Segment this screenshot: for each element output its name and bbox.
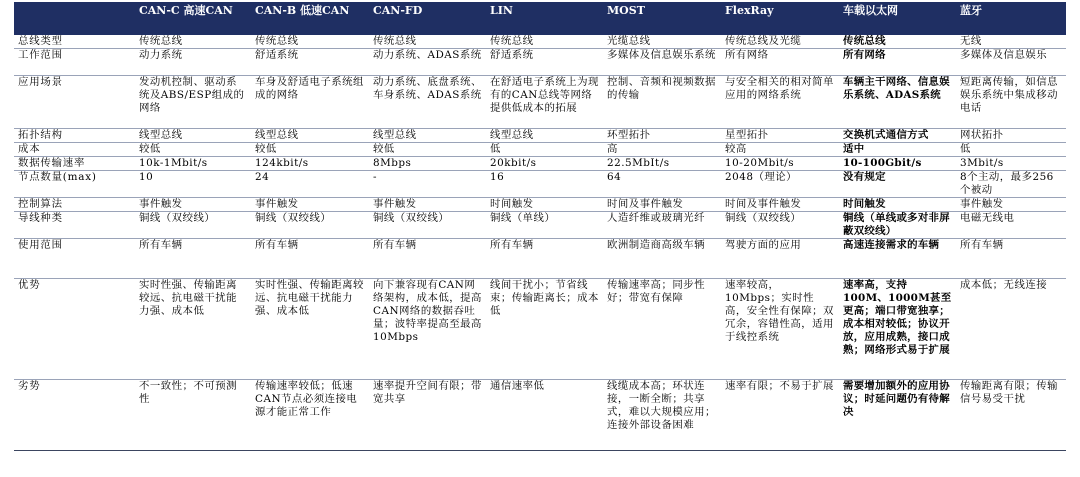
table-cell: 2048（理论） [721, 171, 839, 198]
table-cell: - [369, 171, 486, 198]
table-cell: 低 [956, 143, 1066, 157]
table-cell: 线缆成本高；环状连接，一断全断；共享式，难以大规模应用；连接外部设备困难 [603, 380, 721, 451]
table-cell: 速率提升空间有限；带宽共享 [369, 380, 486, 451]
table-cell: 欧洲制造商高级车辆 [603, 239, 721, 279]
table-cell: 人造纤维或玻璃光纤 [603, 212, 721, 239]
table-cell: 铜线（单线） [486, 212, 603, 239]
table-cell: 环型拓扑 [603, 129, 721, 143]
table-cell: 16 [486, 171, 603, 198]
header-cell [14, 2, 135, 35]
table-cell: 与安全相关的相对简单应用的网络系统 [721, 76, 839, 129]
table-cell: 铜线（双绞线） [251, 212, 369, 239]
table-cell: 动力系统、ADAS系统 [369, 49, 486, 76]
row-label: 控制算法 [14, 198, 135, 212]
table-row [14, 143, 1066, 157]
table-row [14, 380, 1066, 451]
table-cell: 速率有限；不易于扩展 [721, 380, 839, 451]
table-cell: 铜线（双绞线） [721, 212, 839, 239]
table-row [14, 35, 1066, 49]
table-cell: 10-20Mbit/s [721, 157, 839, 171]
table-cell: 线型总线 [369, 129, 486, 143]
table-cell: 高 [603, 143, 721, 157]
table-cell: 124kbit/s [251, 157, 369, 171]
table-cell: 3Mbit/s [956, 157, 1066, 171]
table-cell: 网状拓扑 [956, 129, 1066, 143]
table-cell: 传输速率高；同步性好；带宽有保障 [603, 279, 721, 380]
table-cell: 传统总线 [135, 35, 251, 49]
table-cell: 时间及事件触发 [603, 198, 721, 212]
table-cell: 20kbit/s [486, 157, 603, 171]
row-label: 使用范围 [14, 239, 135, 279]
table-cell: 所有车辆 [956, 239, 1066, 279]
table-row [14, 239, 1066, 279]
table-cell: 事件触发 [251, 198, 369, 212]
table-cell: 舒适系统 [251, 49, 369, 76]
table-cell: 多媒体及信息娱乐系统 [603, 49, 721, 76]
table-cell: 传输距离有限；传输信号易受干扰 [956, 380, 1066, 451]
table-cell: 低 [486, 143, 603, 157]
table-cell: 传输速率较低；低速CAN节点必须连接电源才能正常工作 [251, 380, 369, 451]
table-cell: 无线 [956, 35, 1066, 49]
table-cell: 64 [603, 171, 721, 198]
table-row [14, 279, 1066, 380]
table-cell: 事件触发 [135, 198, 251, 212]
table-cell: 没有规定 [839, 171, 956, 198]
table-cell: 发动机控制、驱动系统及ABS/ESP组成的网络 [135, 76, 251, 129]
header-cell: MOST [603, 2, 721, 35]
table-cell: 实时性强、传输距离较远、抗电磁干扰能力强、成本低 [135, 279, 251, 380]
row-label: 应用场景 [14, 76, 135, 129]
table-cell: 传统总线及光缆 [721, 35, 839, 49]
table-cell: 在舒适电子系统上为现有的CAN总线等网络提供低成本的拓展 [486, 76, 603, 129]
table-cell: 适中 [839, 143, 956, 157]
table-row [14, 129, 1066, 143]
row-label: 劣势 [14, 380, 135, 451]
row-label: 总线类型 [14, 35, 135, 49]
table-cell: 较高 [721, 143, 839, 157]
table-cell: 所有车辆 [251, 239, 369, 279]
table-cell: 8个主动，最多256个被动 [956, 171, 1066, 198]
row-label: 成本 [14, 143, 135, 157]
table-cell: 传统总线 [251, 35, 369, 49]
table-cell: 时间触发 [839, 198, 956, 212]
table-cell: 铜线（双绞线） [135, 212, 251, 239]
table-cell: 较低 [251, 143, 369, 157]
table-cell: 不一致性；不可预测性 [135, 380, 251, 451]
table-cell: 所有车辆 [486, 239, 603, 279]
table-cell: 所有车辆 [135, 239, 251, 279]
table-cell: 线型总线 [135, 129, 251, 143]
table-cell: 光缆总线 [603, 35, 721, 49]
header-cell: CAN-FD [369, 2, 486, 35]
row-label: 数据传输速率 [14, 157, 135, 171]
row-label: 工作范围 [14, 49, 135, 76]
table-cell: 铜线（单线或多对非屏蔽双绞线） [839, 212, 956, 239]
header-cell: LIN [486, 2, 603, 35]
table-cell: 控制、音频和视频数据的传输 [603, 76, 721, 129]
row-label: 节点数量(max) [14, 171, 135, 198]
row-label: 导线种类 [14, 212, 135, 239]
table-cell: 10k-1Mbit/s [135, 157, 251, 171]
table-cell: 8Mbps [369, 157, 486, 171]
table-cell: 事件触发 [956, 198, 1066, 212]
table-cell: 多媒体及信息娱乐 [956, 49, 1066, 76]
table-cell: 较低 [369, 143, 486, 157]
table-cell: 需要增加额外的应用协议；时延问题仍有待解决 [839, 380, 956, 451]
table-cell: 短距离传输，如信息娱乐系统中集成移动电话 [956, 76, 1066, 129]
row-label: 拓扑结构 [14, 129, 135, 143]
table-cell: 星型拓扑 [721, 129, 839, 143]
table-cell: 传统总线 [839, 35, 956, 49]
table-cell: 车身及舒适电子系统组成的网络 [251, 76, 369, 129]
table-cell: 交换机式通信方式 [839, 129, 956, 143]
table-cell: 24 [251, 171, 369, 198]
table-cell: 实时性强、传输距离较远、抗电磁干扰能力强、成本低 [251, 279, 369, 380]
table-cell: 所有车辆 [369, 239, 486, 279]
table-cell: 电磁无线电 [956, 212, 1066, 239]
table-cell: 高速连接需求的车辆 [839, 239, 956, 279]
table-cell: 较低 [135, 143, 251, 157]
table-cell: 通信速率低 [486, 380, 603, 451]
table-cell: 动力系统、底盘系统、车身系统、ADAS系统 [369, 76, 486, 129]
table-cell: 22.5MbIt/s [603, 157, 721, 171]
bus-comparison-table [14, 2, 1066, 451]
table-cell: 线型总线 [251, 129, 369, 143]
header-cell: FlexRay [721, 2, 839, 35]
table-cell: 铜线（双绞线） [369, 212, 486, 239]
header-cell: 蓝牙 [956, 2, 1066, 35]
header-cell: 车载以太网 [839, 2, 956, 35]
table-cell: 事件触发 [369, 198, 486, 212]
table-cell: 10-100Gbit/s [839, 157, 956, 171]
table-cell: 传统总线 [486, 35, 603, 49]
header-row [14, 2, 1066, 35]
table-row [14, 212, 1066, 239]
table-cell: 传统总线 [369, 35, 486, 49]
table-cell: 舒适系统 [486, 49, 603, 76]
table-cell: 时间触发 [486, 198, 603, 212]
row-label: 优势 [14, 279, 135, 380]
table-row [14, 198, 1066, 212]
table-cell: 成本低；无线连接 [956, 279, 1066, 380]
table-cell: 10 [135, 171, 251, 198]
header-cell: CAN-B 低速CAN [251, 2, 369, 35]
header-cell: CAN-C 高速CAN [135, 2, 251, 35]
table-cell: 驾驶方面的应用 [721, 239, 839, 279]
table-cell: 向下兼容现有CAN网络架构，成本低，提高CAN网络的数据吞吐量；波特率提高至最高10Mbps [369, 279, 486, 380]
table-cell: 线间干扰小；节省线束；传输距离长；成本低 [486, 279, 603, 380]
table-cell: 所有网络 [839, 49, 956, 76]
table-row [14, 157, 1066, 171]
table-cell: 所有网络 [721, 49, 839, 76]
table-row [14, 171, 1066, 198]
table-cell: 时间及事件触发 [721, 198, 839, 212]
table-cell: 线型总线 [486, 129, 603, 143]
table-row [14, 76, 1066, 129]
table-cell: 动力系统 [135, 49, 251, 76]
table-row [14, 49, 1066, 76]
table-cell: 速率较高，10Mbps；实时性高，安全性有保障；双冗余，容错性高，适用于线控系统 [721, 279, 839, 380]
table-cell: 车辆主干网络、信息娱乐系统、ADAS系统 [839, 76, 956, 129]
table-cell: 速率高，支持100M、1000M甚至更高；端口带宽独享；成本相对较低；协议开放，应用成熟，接口成熟；网络形式易于扩展 [839, 279, 956, 380]
